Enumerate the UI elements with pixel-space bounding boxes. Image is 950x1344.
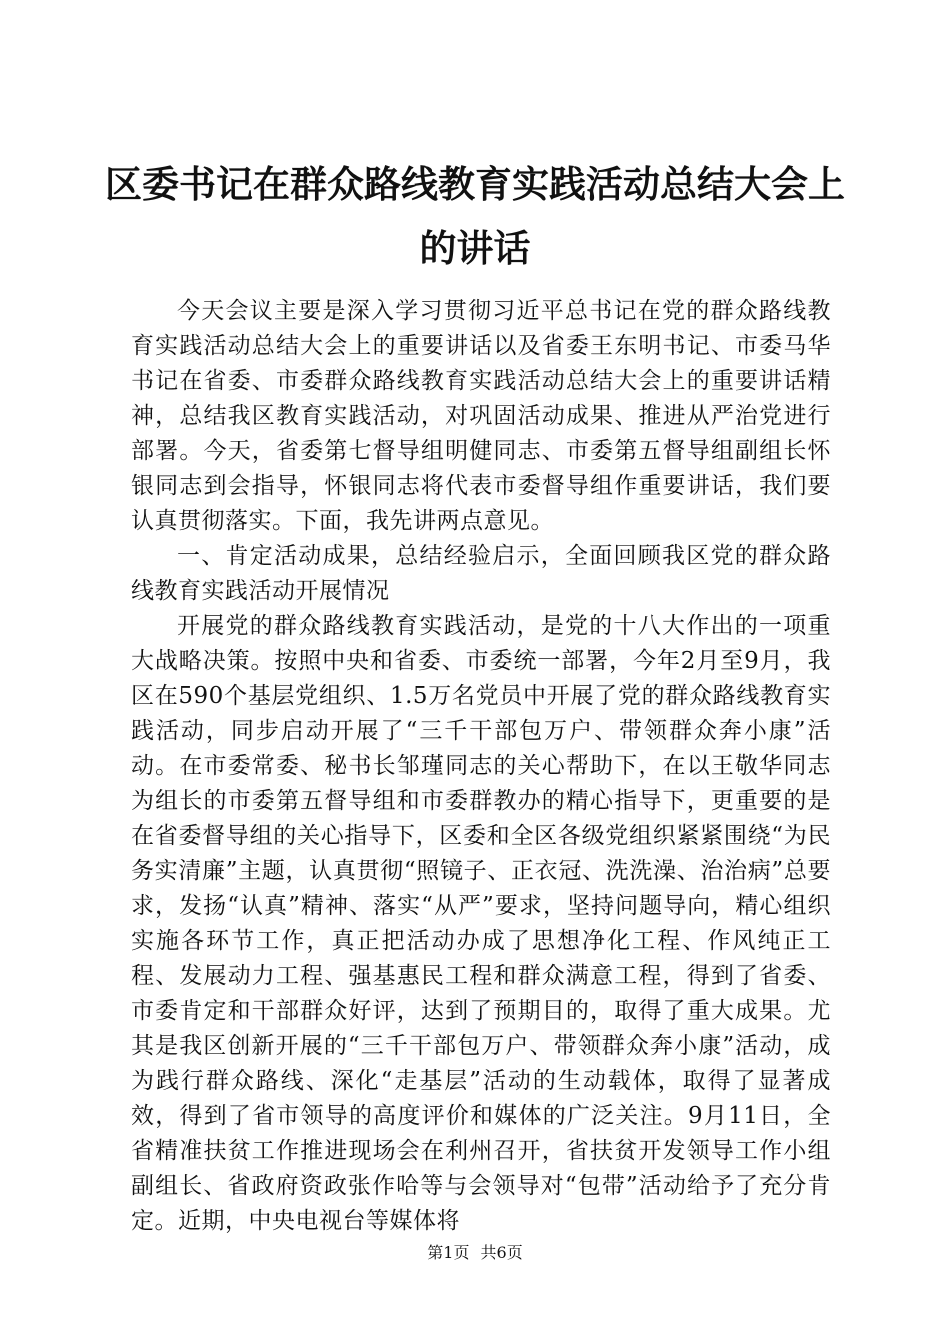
page-total: 共6页 [480, 1243, 523, 1262]
paragraph-intro: 今天会议主要是深入学习贯彻习近平总书记在党的群众路线教育实践活动总结大会上的重要讲话以及省委王东明书记、市委马华书记在省委、市委群众路线教育实践活动总结大会上的重要讲话精神，总结我区教育实践活动，对巩固活动成果、推进从严治党进行部署。今天，省委第七督导组明健同志、市委第五督导组副组长怀银同志到会指导，怀银同志将代表市委督导组作重要讲话，我们要认真贯彻落实。下面，我先讲两点意见。 [131, 298, 831, 534]
document-title: 区委书记在群众路线教育实践活动总结大会上的讲话 [105, 162, 845, 270]
page-number: 第1页 [427, 1243, 470, 1262]
paragraph-activity-summary: 开展党的群众路线教育实践活动，是党的十八大作出的一项重大战略决策。按照中央和省委、市委统一部署，今年2月至9月，我区在590个基层党组织、1.5万名党员中开展了党的群众路线教育实践活动，同步启动开展了“三千干部包万户、带领群众奔小康”活动。在市委常委、秘书长邹瑾同志的关心帮助下，在以王敬华同志为组长的市委第五督导组和市委群教办的精心指导下，更重要的是在省委督导组的关心指导下，区委和全区各级党组织紧紧围绕“为民务实清廉”主题，认真贯彻“照镜子、正衣冠、洗洗澡、治治病”总要求，发扬“认真”精神、落实“从严”要求，坚持问题导向，精心组织实施各环节工作，真正把活动办成了思想净化工程、作风纯正工程、发展动力工程、强基惠民工程和群众满意工程，得到了省委、市委肯定和干部群众好评，达到了预期目的，取得了重大成果。尤其是我区创新开展的“三千干部包万户、带领群众奔小康”活动，成为践行群众路线、深化“走基层”活动的生动载体，取得了显著成效，得到了省市领导的高度评价和媒体的广泛关注。9月11日，全省精准扶贫工作推进现场会在利州召开，省扶贫开发领导工作小组副组长、省政府资政张作哈等与会领导对“包带”活动给予了充分肯定。近期，中央电视台等媒体将 [131, 613, 831, 1234]
document-body [131, 294, 831, 1239]
page-footer [0, 1242, 950, 1264]
paragraph-section-heading: 一、肯定活动成果，总结经验启示，全面回顾我区党的群众路线教育实践活动开展情况 [131, 543, 831, 604]
